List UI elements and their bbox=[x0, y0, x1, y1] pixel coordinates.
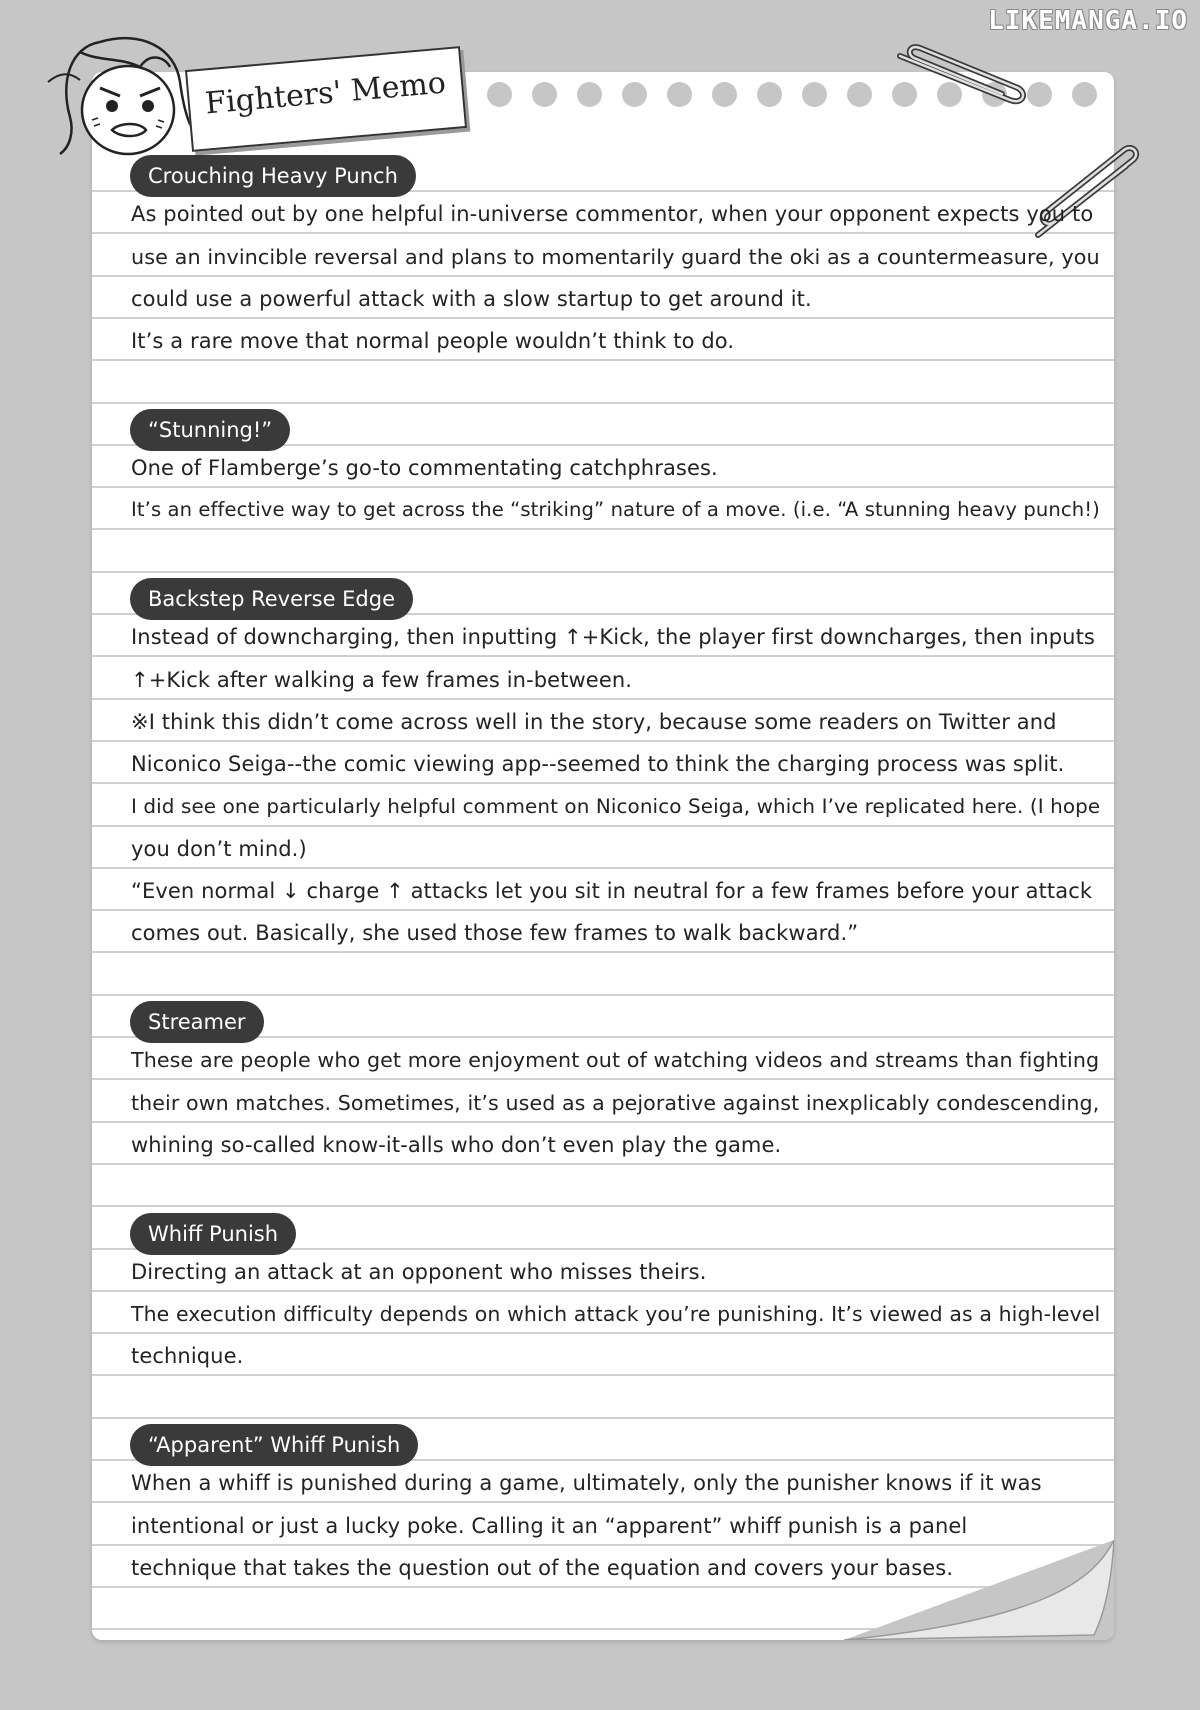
paperclip-icon bbox=[1028, 140, 1148, 250]
ruled-line bbox=[92, 317, 1114, 319]
entry-heading-tag: “Apparent” Whiff Punish bbox=[130, 1424, 418, 1466]
entry-text-line: use an invincible reversal and plans to momentarily guard the oki as a countermeasure, you bbox=[131, 244, 1100, 269]
ruled-line bbox=[92, 655, 1114, 657]
ruled-line bbox=[92, 528, 1114, 530]
ruled-line bbox=[92, 867, 1114, 869]
entry-heading-tag: Crouching Heavy Punch bbox=[130, 155, 416, 197]
entry-text-line: These are people who get more enjoyment out of watching videos and streams than fighting bbox=[131, 1048, 1100, 1073]
entry-text-line: whining so-called know-it-alls who don’t even play the game. bbox=[131, 1132, 782, 1157]
entry-text-line: intentional or just a lucky poke. Calling it an “apparent” whiff punish is a panel bbox=[131, 1513, 968, 1538]
ruled-line bbox=[92, 275, 1114, 277]
ruled-line bbox=[92, 909, 1114, 911]
entry-text-line: comes out. Basically, she used those few frames to walk backward.” bbox=[131, 921, 859, 946]
entry-text-line: Instead of downcharging, then inputting ↑+Kick, the player first downcharges, then inputs bbox=[131, 625, 1095, 650]
entry-text-line: their own matches. Sometimes, it’s used as a pejorative against inexplicably condescending, bbox=[131, 1090, 1100, 1115]
ruled-line bbox=[92, 232, 1114, 234]
ruled-line bbox=[92, 1121, 1114, 1123]
ruled-line bbox=[92, 571, 1114, 573]
entry-text-line: It’s a rare move that normal people wouldn’t think to do. bbox=[131, 329, 735, 354]
ruled-line bbox=[92, 1078, 1114, 1080]
entry-text-line: As pointed out by one helpful in-universe commentor, when your opponent expects you to bbox=[131, 202, 1094, 227]
entry-text-line: Directing an attack at an opponent who misses theirs. bbox=[131, 1259, 707, 1284]
entry-text-line: ※I think this didn’t come across well in the story, because some readers on Twitter and bbox=[131, 709, 1057, 734]
ruled-line bbox=[92, 1290, 1114, 1292]
memo-header bbox=[40, 22, 480, 162]
ruled-line bbox=[92, 825, 1114, 827]
entry-heading-tag: Backstep Reverse Edge bbox=[130, 578, 413, 620]
ruled-line bbox=[92, 1205, 1114, 1207]
ruled-line bbox=[92, 951, 1114, 953]
ruled-line bbox=[92, 359, 1114, 361]
ruled-line bbox=[92, 402, 1114, 404]
entry-text-line: technique that takes the question out of the equation and covers your bases. bbox=[131, 1555, 954, 1580]
ruled-line bbox=[92, 1163, 1114, 1165]
entry-text-line: When a whiff is punished during a game, ultimately, only the punisher knows if it was bbox=[131, 1471, 1042, 1496]
paperclip-icon bbox=[890, 38, 1030, 118]
ruled-line bbox=[92, 740, 1114, 742]
entry-text-line: It’s an effective way to get across the “striking” nature of a move. (i.e. “A stunning heavy punch!) bbox=[131, 498, 1100, 522]
ruled-line bbox=[92, 1417, 1114, 1419]
entry-text-line: I did see one particularly helpful comment on Niconico Seiga, which I’ve replicated here. (I hope bbox=[131, 794, 1101, 818]
entry-text-line: could use a powerful attack with a slow startup to get around it. bbox=[131, 286, 812, 311]
page-title: Fighters' Memo bbox=[203, 65, 448, 122]
ruled-line bbox=[92, 1501, 1114, 1503]
memo-title-card bbox=[185, 46, 467, 152]
ruled-line bbox=[92, 1374, 1114, 1376]
entry-text-line: “Even normal ↓ charge ↑ attacks let you sit in neutral for a few frames before your attack bbox=[131, 879, 1093, 904]
entry-heading-tag: Whiff Punish bbox=[130, 1213, 296, 1255]
entry-text-line: ↑+Kick after walking a few frames in-between. bbox=[131, 667, 633, 692]
ruled-line bbox=[92, 1332, 1114, 1334]
site-watermark: LIKEMANGA.IO bbox=[988, 6, 1188, 36]
entry-text-line: technique. bbox=[131, 1344, 244, 1369]
entry-text-line: Niconico Seiga--the comic viewing app--seemed to think the charging process was split. bbox=[131, 752, 1065, 777]
entry-heading-tag: Streamer bbox=[130, 1001, 264, 1043]
ruled-line bbox=[92, 698, 1114, 700]
entry-text-line: The execution difficulty depends on which attack you’re punishing. It’s viewed as a high-level bbox=[131, 1302, 1101, 1327]
entry-text-line: you don’t mind.) bbox=[131, 836, 307, 861]
ruled-line bbox=[92, 486, 1114, 488]
ruled-line bbox=[92, 782, 1114, 784]
entry-text-line: One of Flamberge’s go-to commentating catchphrases. bbox=[131, 456, 718, 481]
ruled-line bbox=[92, 994, 1114, 996]
entry-heading-tag: “Stunning!” bbox=[130, 409, 290, 451]
girl-doodle-icon bbox=[40, 22, 210, 162]
